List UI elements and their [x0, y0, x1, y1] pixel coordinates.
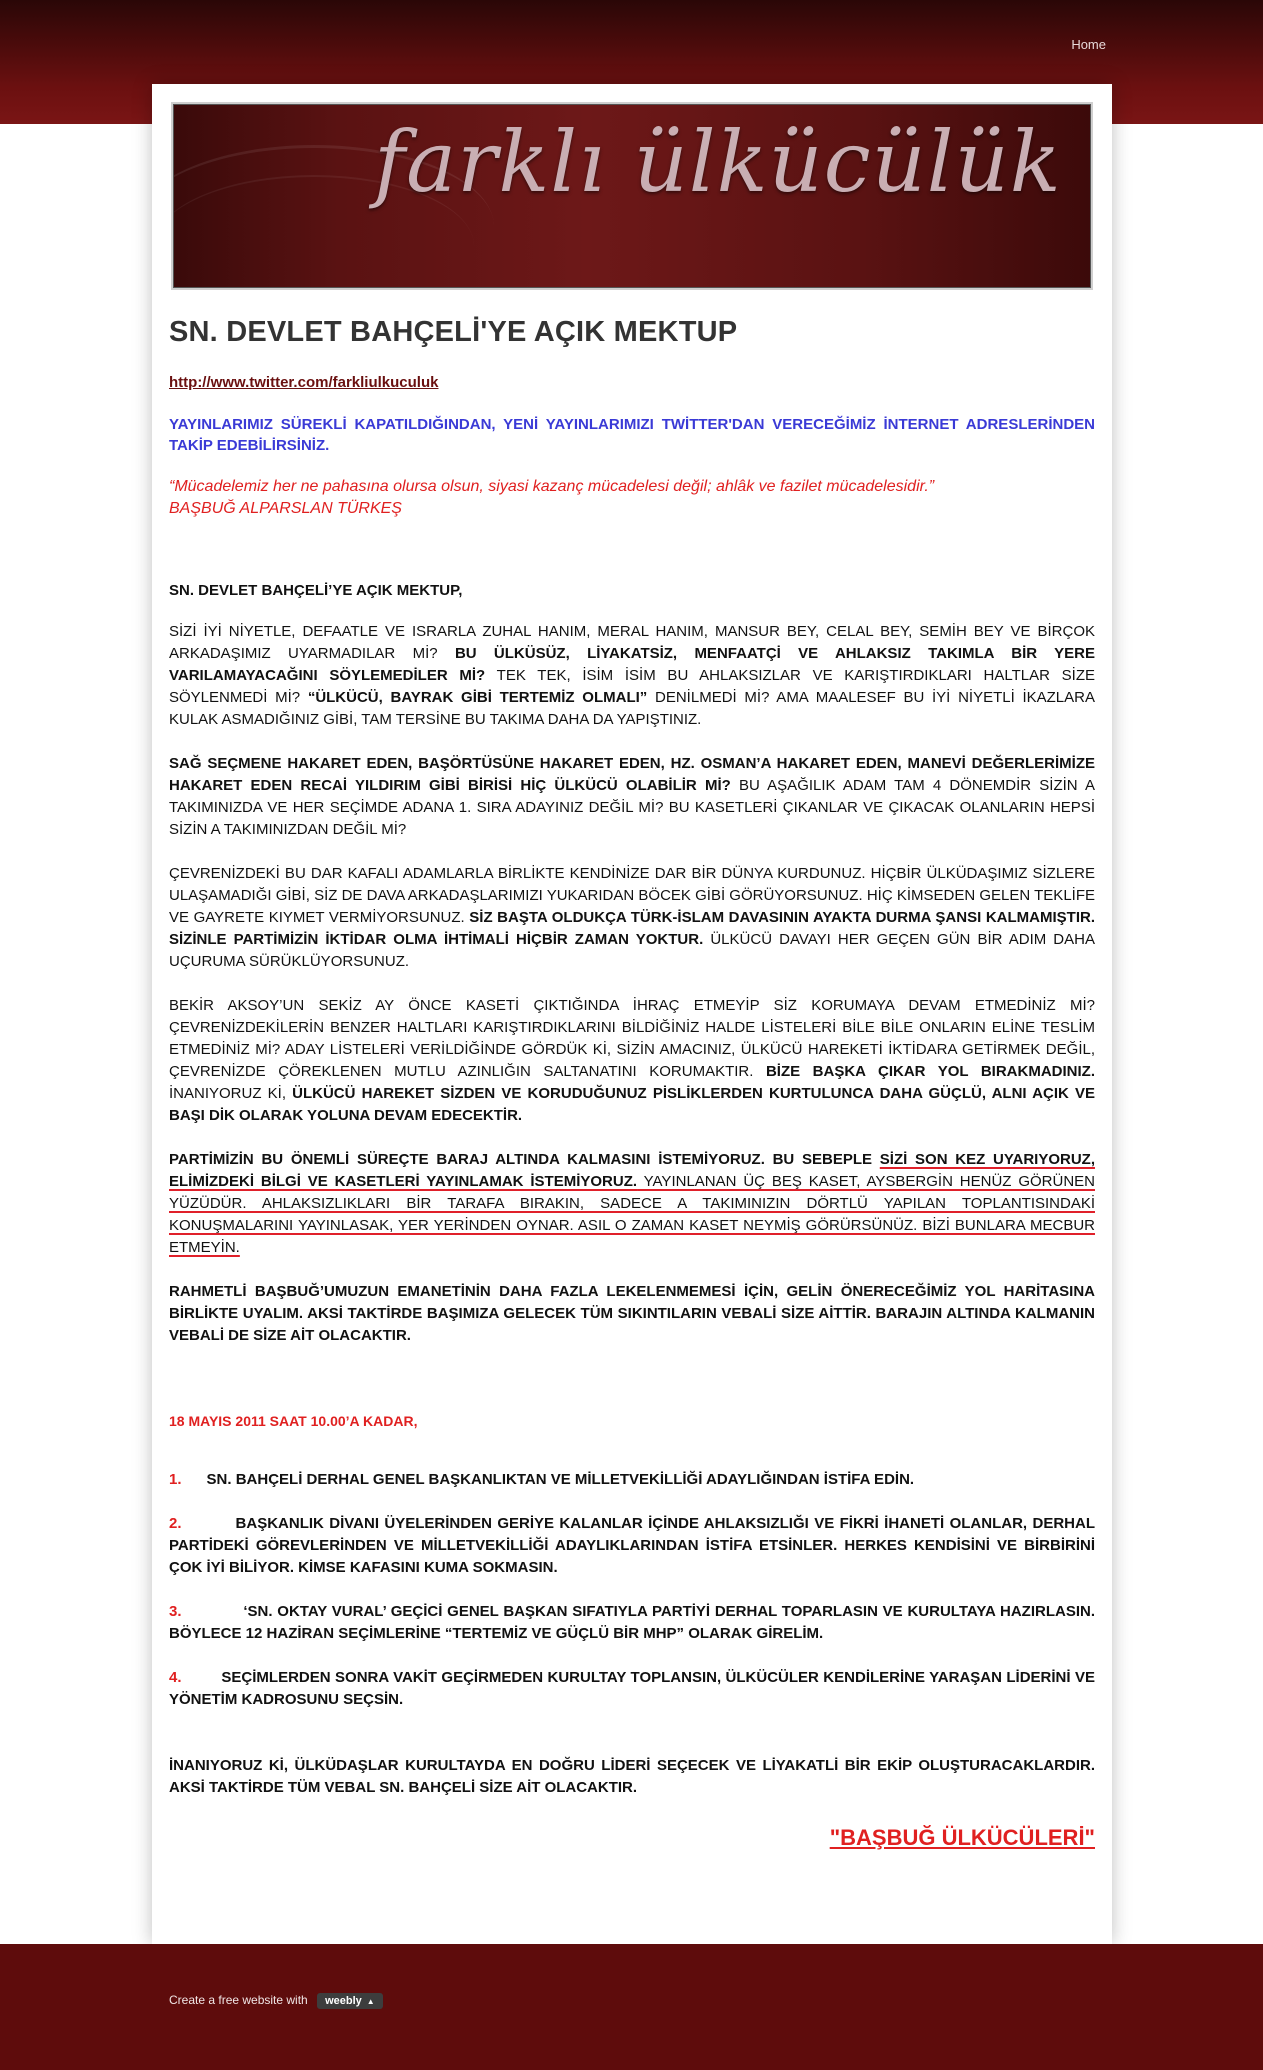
- paragraph-3: [169, 863, 1095, 973]
- item-text: SEÇİMLERDEN SONRA VAKİT GEÇİRMEDEN KURULTAY TOPLANSIN, ÜLKÜCÜLER KENDİLERİNE YARAŞAN LİDERİNİ VE YÖNETİM KADROSUNU SEÇSİN.: [169, 1669, 1095, 1708]
- p4-text-a: BEKİR AKSOY’UN SEKİZ AY ÖNCE KASETİ ÇIKTIĞINDA İHRAÇ ETMEYİP SİZ KORUMAYA DEVAM ETMEDİNİZ Mİ? ÇEVRENİZDEKİLERİN BENZER HALTLARI KARIŞTIRDIKLARINI BİLDİĞİNİZ HALDE LİSTELERİ BİLE BİLE ONLARIN ELİNE TESLİM ETMEDİNİZ Mİ? ADAY LİSTELERİ VERİLDİĞİNDE GÖRDÜK Kİ, SİZİN AMACINIZ, ÜLKÜCÜ HAREKETİ İKTİDARA GETİRMEK DEĞİL, ÇEVRENİZDE ÇÖREKLENEN MUTLU AZINLIĞIN SALTANATINI KORUMAKTIR.: [169, 997, 1095, 1080]
- item-text: BAŞKANLIK DİVANI ÜYELERİNDEN GERİYE KALANLAR İÇİNDE AHLAKSIZLIĞI VE FİKRİ İHANETİ OLANLAR, DERHAL PARTİDEKİ GÖREVLERİNDEN VE MİLLETVEKİLLİĞİ ADAYLIKLARINDAN İSTİFA ETSİNLER. HERKES KENDİSİNİ VE BİRBİRİNİ ÇOK İYİ BİLİYOR. KİMSE KAFASINI KUMA SOKMASIN.: [169, 1515, 1095, 1576]
- site-title: farklı ülkücülük: [374, 113, 1062, 211]
- quote-text: “Mücadelemiz her ne pahasına olursa olsun, siyasi kazanç mücadelesi değil; ahlâk ve fazilet mücadelesidir.”: [169, 478, 935, 495]
- item-number: 1.: [169, 1471, 182, 1488]
- header-banner: [171, 102, 1093, 290]
- footer: [0, 1944, 1263, 2070]
- paragraph-4: [169, 995, 1095, 1127]
- p2-text: BU AŞAĞILIK ADAM TAM 4 DÖNEMDİR SİZİN A TAKIMINIZDA VE HER SEÇİMDE ADANA 1. SIRA ADAYINIZ DEĞİL Mİ? BU KASETLERİ ÇIKANLAR VE ÇIKACAK OLANLARIN HEPSİ SİZİN A TAKIMINIZDAN DEĞİL Mİ?: [169, 777, 1095, 838]
- item-number: 2.: [169, 1515, 182, 1532]
- paragraph-2: [169, 753, 1095, 841]
- notice-text: YAYINLARIMIZ SÜREKLİ KAPATILDIĞINDAN, YENİ YAYINLARIMIZI TWİTTER'DAN VERECEĞİMİZ İNTERNET ADRESLERİNDEN TAKİP EDEBİLİRSİNİZ.: [169, 416, 1095, 454]
- quote-author: BAŞBUĞ ALPARSLAN TÜRKEŞ: [169, 500, 402, 517]
- p3-bold: SİZ BAŞTA OLDUKÇA TÜRK-İSLAM DAVASININ AYAKTA DURMA ŞANSI KALMAMIŞTIR. SİZİNLE PARTİMİZİN İKTİDAR OLMA İHTİMALİ HİÇBİR ZAMAN YOKTUR.: [169, 909, 1095, 948]
- p1-text-a: SİZİ İYİ NİYETLE, DEFAATLE VE ISRARLA ZUHAL HANIM, MERAL HANIM, MANSUR BEY, CELAL BEY, SEMİH BEY VE BİRÇOK ARKADAŞIMIZ UYARMADILAR Mİ?: [169, 623, 1095, 662]
- signature: "BAŞBUĞ ÜLKÜCÜLERİ": [829, 1825, 1095, 1850]
- footer-credit: [169, 1993, 383, 2009]
- p1-bold-a: BU ÜLKÜSÜZ, LİYAKATSİZ, MENFAATÇİ VE AHLAKSIZ TAKIMLA BİR YERE VARILAMAYACAĞINI SÖYLEMEDİLER Mİ?: [169, 645, 1095, 684]
- twitter-link[interactable]: http://www.twitter.com/farkliulkuculuk: [169, 374, 439, 391]
- p5-underlined-text: YAYINLANAN ÜÇ BEŞ KASET, AYSBERGİN HENÜZ GÖRÜNEN YÜZÜDÜR. AHLAKSIZLIKLARI BİR TARAFA BIRAKIN, SADECE A TAKIMINIZIN DÖRTLÜ YAPILAN TOPLANTISINDAKİ KONUŞMALARINI YAYINLASAK, YER YERİNDEN OYNAR. ASIL O ZAMAN KASET NEYMİŞ GÖRÜRSÜNÜZ. BİZİ BUNLARA MECBUR ETMEYİN.: [169, 1173, 1095, 1256]
- p1-text-c: DENİLMEDİ Mİ? AMA MAALESEF BU İYİ NİYETLİ İKAZLARA KULAK ASMADIĞINIZ GİBİ, TAM TERSİNE BU TAKIMA DAHA DA YAPIŞTINIZ.: [169, 689, 1095, 728]
- item-number: 3.: [169, 1603, 182, 1620]
- item-text: SN. BAHÇELİ DERHAL GENEL BAŞKANLIKTAN VE MİLLETVEKİLLİĞİ ADAYLIĞINDAN İSTİFA EDİN.: [206, 1471, 915, 1488]
- deadline-heading: 18 MAYIS 2011 SAAT 10.00’A KADAR,: [169, 1413, 418, 1429]
- paragraph-1: [169, 621, 1095, 731]
- p4-bold-a: BİZE BAŞKA ÇIKAR YOL BIRAKMADINIZ.: [765, 1063, 1096, 1080]
- p2-bold: SAĞ SEÇMENE HAKARET EDEN, BAŞÖRTÜSÜNE HAKARET EDEN, HZ. OSMAN’A HAKARET EDEN, MANEVİ DEĞERLERİMİZE HAKARET EDEN RECAİ YILDIRIM GİBİ BİRİSİ HİÇ ÜLKÜCÜ OLABİLİR Mİ?: [169, 755, 1095, 794]
- paragraph-5: [169, 1149, 1095, 1259]
- p5-underlined-bold: SİZİ SON KEZ UYARIYORUZ, ELİMİZDEKİ BİLGİ VE KASETLERİ YAYINLAMAK İSTEMİYORUZ.: [169, 1151, 1095, 1190]
- nav-home-link[interactable]: Home: [1071, 37, 1106, 52]
- demand-item-2: [169, 1513, 1095, 1579]
- demand-item-4: [169, 1667, 1095, 1711]
- page-title: SN. DEVLET BAHÇELİ'YE AÇIK MEKTUP: [169, 316, 738, 348]
- weebly-badge[interactable]: [317, 1993, 383, 2009]
- item-text: ‘SN. OKTAY VURAL’ GEÇİCİ GENEL BAŞKAN SIFATIYLA PARTİYİ DERHAL TOPARLASIN VE KURULTAYA HAZIRLASIN. BÖYLECE 12 HAZİRAN SEÇİMLERİNE “TERTEMİZ VE GÜÇLÜ BİR MHP” OLARAK GİRELİM.: [169, 1603, 1095, 1642]
- p3-text-a: ÇEVRENİZDEKİ BU DAR KAFALI ADAMLARLA BİRLİKTE KENDİNİZE DAR BİR DÜNYA KURDUNUZ. HİÇBİR ÜLKÜDAŞIMIZ SİZLERE ULAŞAMADIĞI GİBİ, SİZ DE DAVA ARKADAŞLARIMIZI YUKARIDAN BÖCEK GİBİ GÖRÜYORSUNUZ. HİÇ KİMSEDEN GELEN TEKLİFE VE GAYRETE KIYMET VERMİYORSUNUZ.: [169, 865, 1095, 926]
- closing-paragraph: İNANIYORUZ Kİ, ÜLKÜDAŞLAR KURULTAYDA EN DOĞRU LİDERİ SEÇECEK VE LİYAKATLİ BİR EKİP OLUŞTURACAKLARDIR. AKSİ TAKTİRDE TÜM VEBAL SN. BAHÇELİ SİZE AİT OLACAKTIR.: [169, 1757, 1095, 1796]
- paragraph-6: RAHMETLİ BAŞBUĞ’UMUZUN EMANETİNİN DAHA FAZLA LEKELENMEMESİ İÇİN, GELİN ÖNERECEĞİMİZ YOL HARİTASINA BİRLİKTE UYALIM. AKSİ TAKTİRDE BAŞIMIZA GELECEK TÜM SIKINTILARIN VEBALİ SİZE AİTTİR. BARAJIN ALTINDA KALMANIN VEBALİ DE SİZE AİT OLACAKTIR.: [169, 1283, 1095, 1344]
- footer-text: Create a free website with: [169, 1993, 308, 2008]
- weebly-badge-label: weebly: [325, 1995, 362, 2007]
- caret-up-icon: ▲: [366, 1997, 375, 2006]
- p3-text-b: ÜLKÜCÜ DAVAYI HER GEÇEN GÜN BİR ADIM DAHA UÇURUMA SÜRÜKLÜYORSUNUZ.: [169, 931, 1095, 970]
- item-number: 4.: [169, 1669, 182, 1686]
- p4-text-b: İNANIYORUZ Kİ,: [169, 1085, 293, 1102]
- banner-image: [173, 104, 1091, 288]
- main-content: [169, 316, 1095, 1851]
- demand-item-1: [169, 1469, 1095, 1491]
- demand-item-3: [169, 1601, 1095, 1645]
- p1-bold-b: “ÜLKÜCÜ, BAYRAK GİBİ TERTEMİZ OLMALI”: [307, 689, 648, 706]
- p1-text-b: TEK TEK, İSİM İSİM BU AHLAKSIZLAR VE KARIŞTIRDIKLARI HALTLAR SİZE SÖYLENMEDİ Mİ?: [169, 667, 1095, 706]
- letter-heading: SN. DEVLET BAHÇELİ’YE AÇIK MEKTUP,: [169, 582, 463, 599]
- p5-bold-a: PARTİMİZİN BU ÖNEMLİ SÜREÇTE BARAJ ALTINDA KALMASINI İSTEMİYORUZ. BU SEBEPLE: [169, 1151, 880, 1168]
- quote-block: [169, 476, 1095, 520]
- p4-bold-b: ÜLKÜCÜ HAREKET SİZDEN VE KORUDUĞUNUZ PİSLİKLERDEN KURTULUNCA DAHA GÜÇLÜ, ALNI AÇIK VE BAŞI DİK OLARAK YOLUNA DEVAM EDECEKTİR.: [169, 1085, 1095, 1124]
